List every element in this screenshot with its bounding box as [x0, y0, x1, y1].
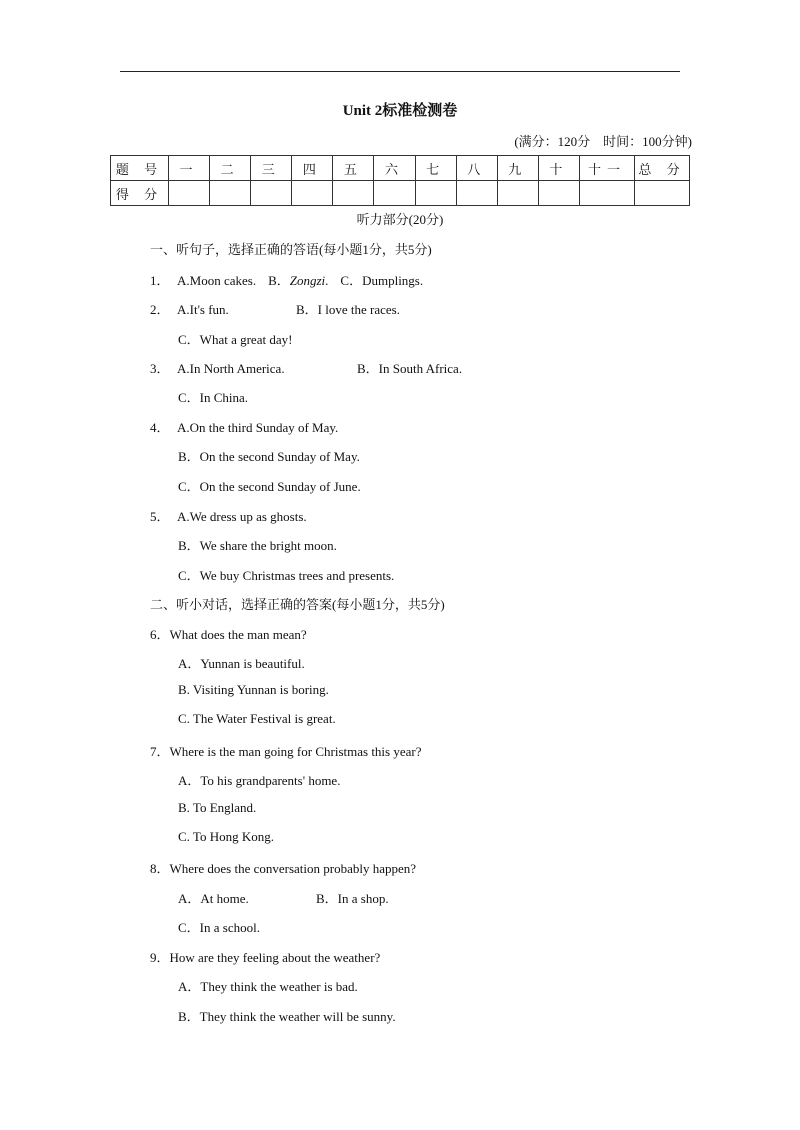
score-cell: 五 [333, 156, 374, 181]
section-title: 听力部分(20分) [356, 212, 444, 227]
question-number: 1． [150, 273, 170, 288]
question-2-option-b: B．I love the races. [296, 302, 400, 317]
part1-heading: 一、听句子，选择正确的答语(每小题1分，共5分) [150, 242, 432, 257]
question-8: 8．Where does the conversation probably happen? [150, 861, 417, 876]
question-number: 3． [150, 361, 170, 376]
option-a: A.It's fun. [177, 302, 229, 317]
question-3 [150, 358, 285, 377]
question-5-option-b: B．We share the bright moon. [178, 538, 337, 553]
score-table-score-row [111, 181, 690, 206]
page-title: Unit 2标准检测卷 [342, 103, 458, 119]
score-row-label: 得 分 [111, 181, 169, 206]
question-8-option-b: B．In a shop. [316, 891, 389, 906]
question-1 [150, 270, 423, 289]
score-cell: 三 [251, 156, 292, 181]
score-blank-cell [580, 181, 635, 206]
score-blank-cell [292, 181, 333, 206]
question-3-option-c: C．In China. [178, 390, 249, 405]
question-7-option-a: A．To his grandparents' home. [178, 773, 341, 788]
question-9: 9．How are they feeling about the weather? [150, 950, 381, 965]
score-table-header-row [111, 156, 690, 181]
option-a: A.On the third Sunday of May. [177, 420, 339, 435]
score-cell: 九 [497, 156, 538, 181]
question-7-option-c: C. To Hong Kong. [178, 829, 274, 844]
score-table [110, 155, 690, 206]
score-blank-cell [635, 181, 690, 206]
question-2 [150, 299, 229, 318]
question-6: 6．What does the man mean? [150, 627, 307, 642]
question-8-option-c: C．In a school. [178, 920, 260, 935]
part2-heading: 二、听小对话，选择正确的答案(每小题1分，共5分) [150, 597, 445, 612]
question-9-option-b: B．They think the weather will be sunny. [178, 1009, 396, 1024]
score-blank-cell [333, 181, 374, 206]
question-8-option-a: A．At home. [178, 891, 249, 906]
question-9-option-a: A．They think the weather is bad. [178, 979, 358, 994]
question-5 [150, 506, 307, 525]
question-number: 4． [150, 420, 170, 435]
question-6-option-c: C. The Water Festival is great. [178, 711, 336, 726]
score-blank-cell [456, 181, 497, 206]
score-cell: 四 [292, 156, 333, 181]
question-4-option-b: B．On the second Sunday of May. [178, 449, 360, 464]
score-blank-cell [497, 181, 538, 206]
question-4 [150, 417, 338, 436]
score-blank-cell [538, 181, 579, 206]
score-cell-total: 总 分 [635, 156, 690, 181]
question-4-option-c: C．On the second Sunday of June. [178, 479, 361, 494]
question-6-option-a: A．Yunnan is beautiful. [178, 656, 305, 671]
score-cell: 六 [374, 156, 415, 181]
score-cell: 一 [169, 156, 210, 181]
score-cell: 十 [538, 156, 579, 181]
question-number: 5． [150, 509, 170, 524]
question-3-option-b: B．In South Africa. [357, 361, 463, 376]
question-6-option-b: B. Visiting Yunnan is boring. [178, 682, 329, 697]
option-b-prefix: B． [268, 273, 290, 288]
option-b-italic: Zongzi [289, 273, 326, 288]
question-7-option-b: B. To England. [178, 800, 257, 815]
question-7: 7．Where is the man going for Christmas this year? [150, 744, 422, 759]
option-a: A.In North America. [177, 361, 285, 376]
score-blank-cell [415, 181, 456, 206]
score-cell: 十一 [580, 156, 635, 181]
score-cell: 八 [456, 156, 497, 181]
option-a: A.We dress up as ghosts. [177, 509, 307, 524]
score-blank-cell [374, 181, 415, 206]
exam-meta: (满分：120分 时间：100分钟) [514, 134, 692, 149]
score-cell-label: 题 号 [111, 156, 169, 181]
option-c: C．Dumplings. [340, 273, 424, 288]
score-blank-cell [169, 181, 210, 206]
option-b-suffix: . [325, 273, 329, 288]
question-5-option-c: C．We buy Christmas trees and presents. [178, 568, 395, 583]
question-2-option-c: C．What a great day! [178, 332, 293, 347]
score-cell: 七 [415, 156, 456, 181]
question-number: 2． [150, 302, 170, 317]
score-blank-cell [210, 181, 251, 206]
option-a: A.Moon cakes. [177, 273, 257, 288]
header-rule [120, 71, 680, 72]
score-blank-cell [251, 181, 292, 206]
score-cell: 二 [210, 156, 251, 181]
